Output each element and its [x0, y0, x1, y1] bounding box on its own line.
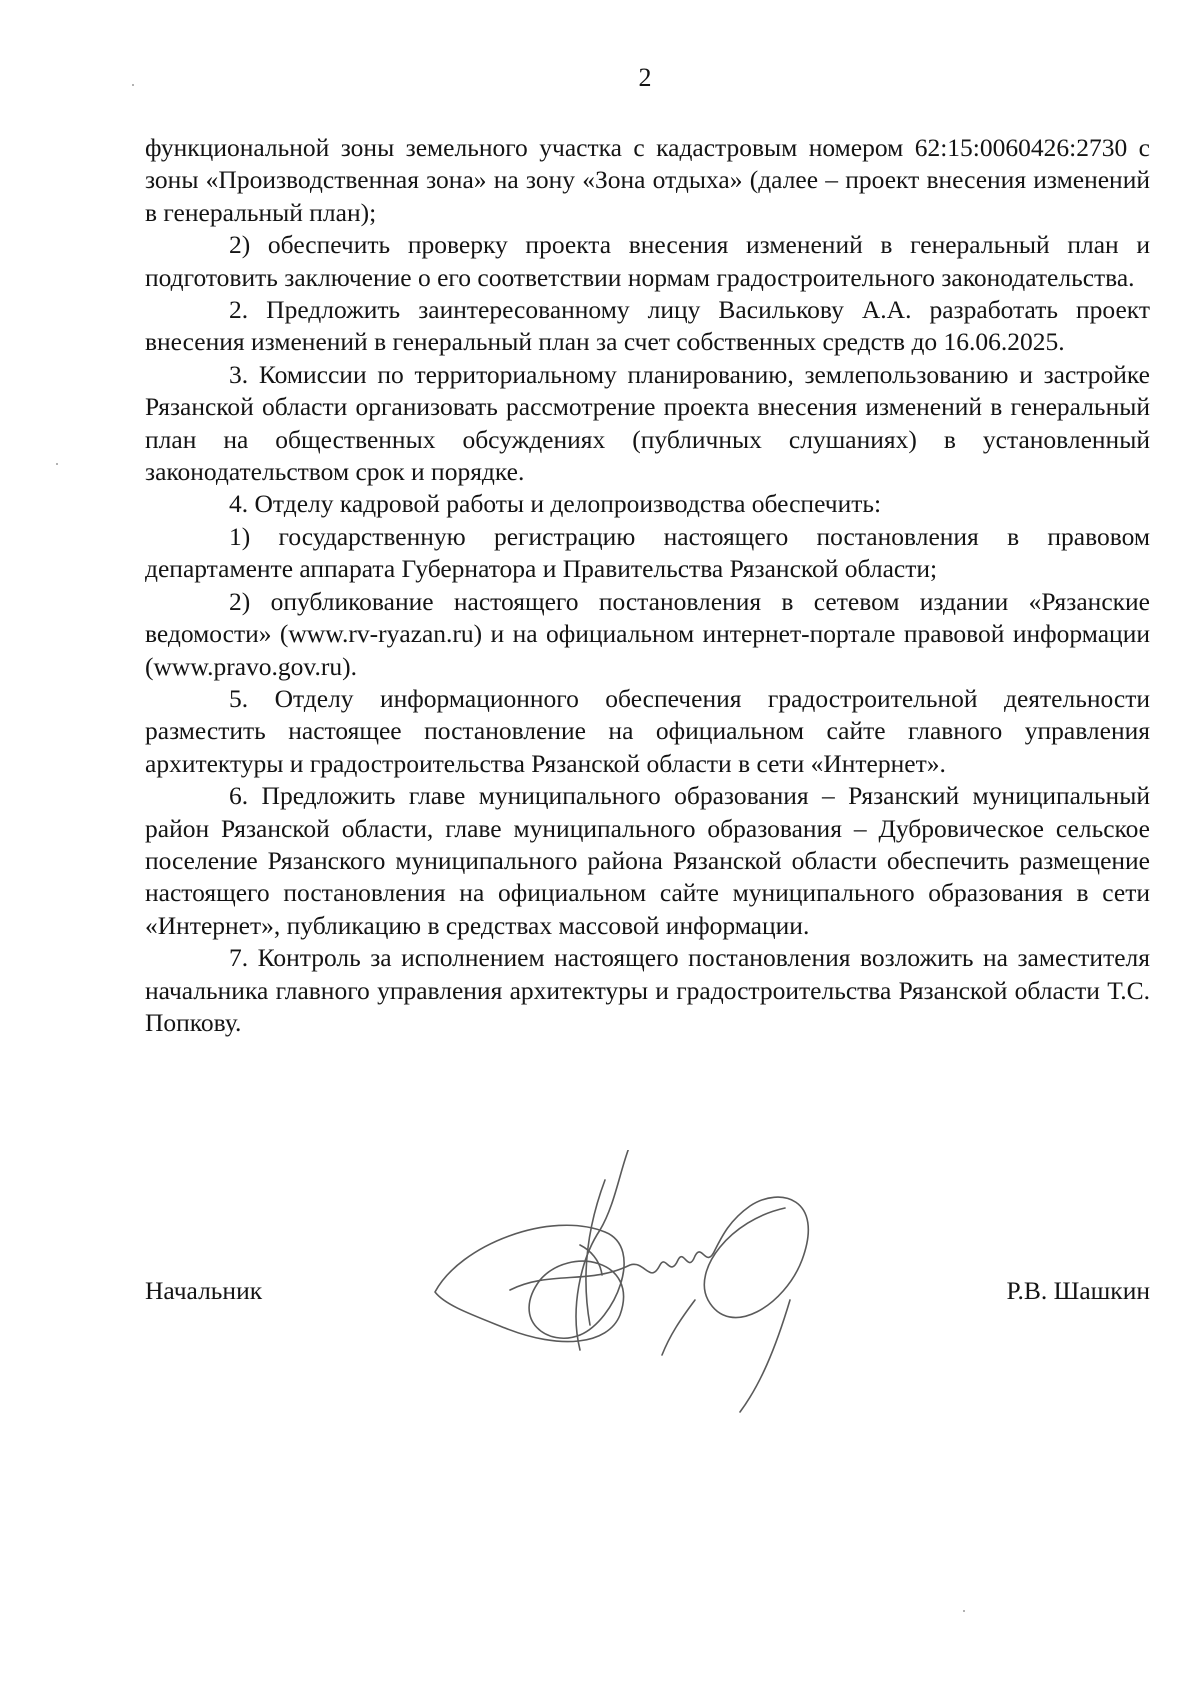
scan-speck [963, 1610, 965, 1612]
paragraph-item-2: 2. Предложить заинтересованному лицу Василькову А.А. разработать проект внесения изменений в генеральный план за счет собственных средств до 16.06.2025. [145, 295, 1150, 357]
handwritten-signature [430, 1150, 870, 1420]
scan-speck [56, 463, 58, 465]
signer-position: Начальник [145, 1276, 263, 1305]
paragraph-item-1-2: 2) обеспечить проверку проекта внесения изменений в генеральный план и подготовить заключение о его соответствии нормам градостроительного законодательства. [145, 230, 1150, 292]
paragraph-item-4-2: 2) опубликование настоящего постановления в сетевом издании «Рязанские ведомости» (www.rv-ryazan.ru) и на официальном интернет-портале правовой информации (www.pravo.gov.ru). [145, 586, 1150, 681]
page-number: 2 [638, 63, 652, 92]
document-body [145, 132, 1150, 1039]
paragraph-item-6: 6. Предложить главе муниципального образования – Рязанский муниципальный район Рязанской области, главе муниципального образования – Дубровическое сельское поселение Рязанского муниципального района Рязанской области обеспечить размещение настоящего постановления на официальном сайте муниципального образования в сети «Интернет», публикацию в средствах массовой информации. [145, 781, 1150, 940]
paragraph-item-3: 3. Комиссии по территориальному планированию, землепользованию и застройке Рязанской области организовать рассмотрение проекта внесения изменений в генеральный план на общественных обсуждениях (публичных слушаниях) в установленный законодательством срок и порядке. [145, 359, 1150, 487]
signer-name: Р.В. Шашкин [1006, 1276, 1150, 1305]
paragraph-item-4-1: 1) государственную регистрацию настоящего постановления в правовом департаменте аппарата Губернатора и Правительства Рязанской области; [145, 521, 1150, 584]
paragraph-item-7: 7. Контроль за исполнением настоящего постановления возложить на заместителя начальника главного управления архитектуры и градостроительства Рязанской области Т.С. Попкову. [145, 943, 1150, 1037]
paragraph-continuation: функциональной зоны земельного участка с кадастровым номером 62:15:0060426:2730 с зоны «Производственная зона» на зону «Зона отдыха» (далее – проект внесения изменений в генеральный план); [145, 133, 1150, 227]
scan-speck [132, 84, 134, 86]
paragraph-item-5: 5. Отделу информационного обеспечения градостроительной деятельности разместить настоящее постановление на официальном сайте главного управления архитектуры и градостроительства Рязанской области в сети «Интернет». [145, 683, 1150, 778]
paragraph-item-4: 4. Отделу кадровой работы и делопроизводства обеспечить: [229, 489, 882, 519]
